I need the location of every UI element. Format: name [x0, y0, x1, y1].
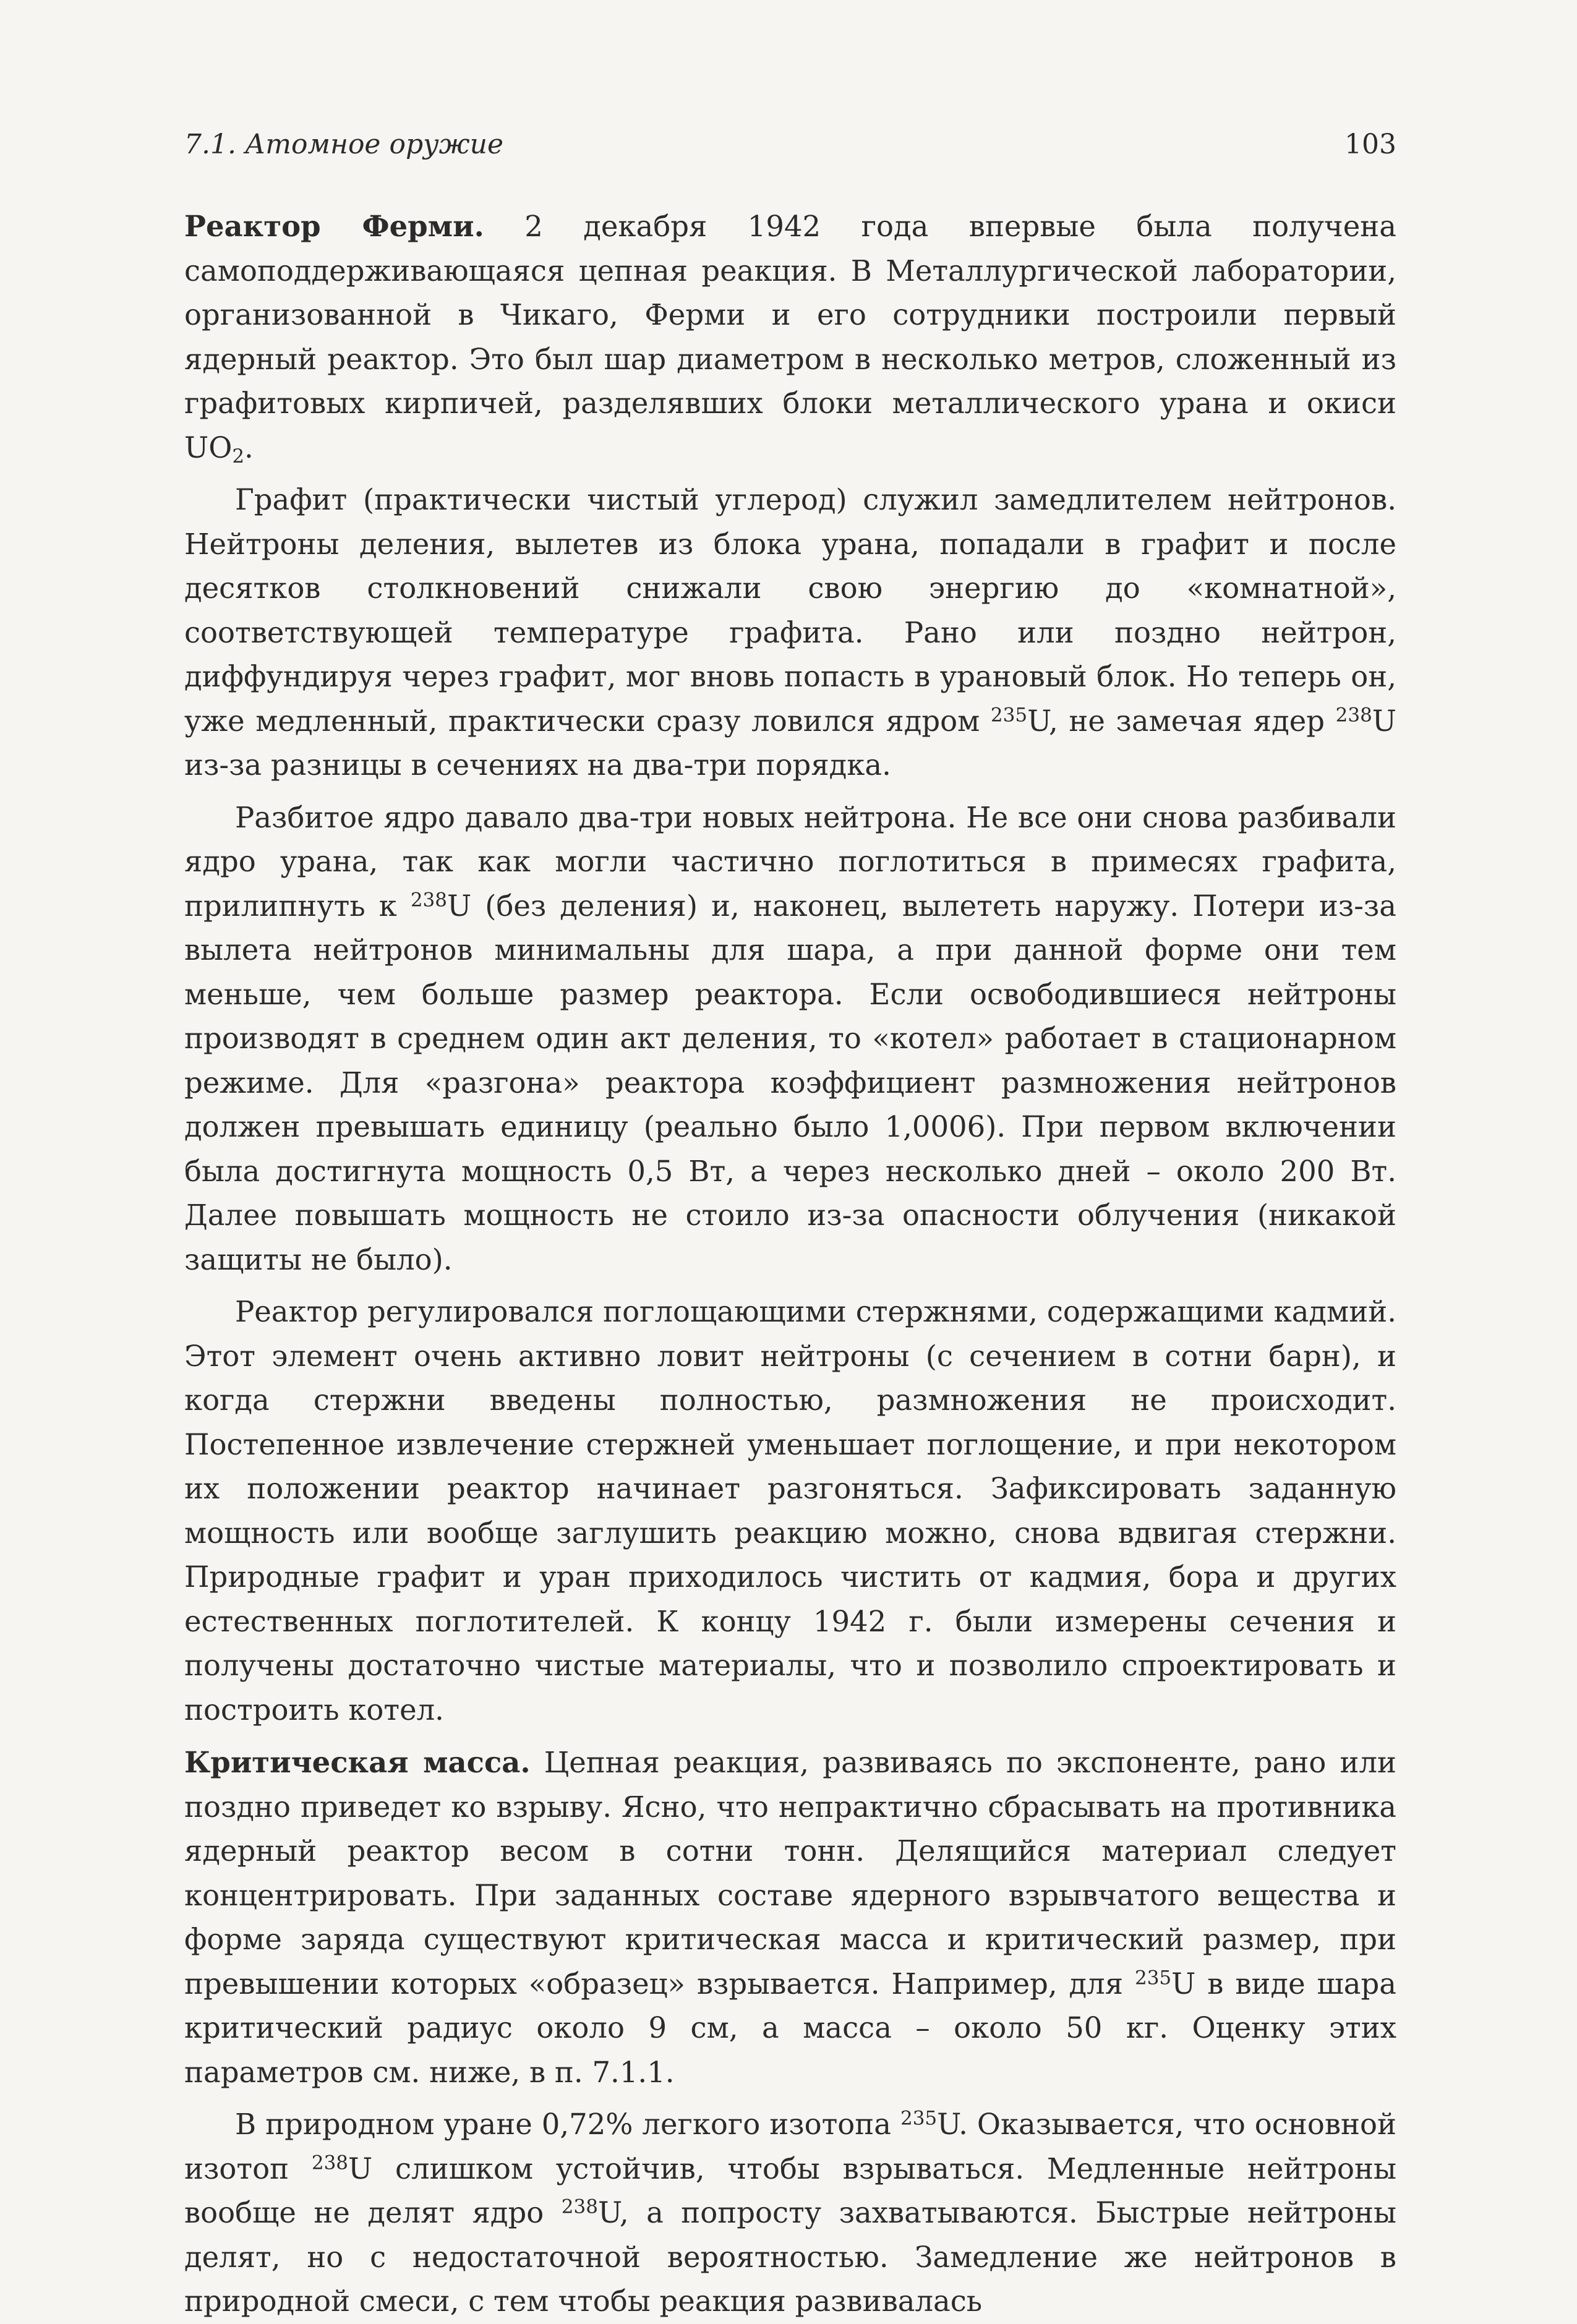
superscript: 235	[1134, 1967, 1172, 1989]
text-span: U в виде шара критический радиус около 9 см, а масса – около 50 кг. Оценку этих параметров см. ниже, в п. 7.1.1.	[184, 1967, 1396, 2089]
paragraph-natural-uranium	[184, 2103, 1396, 2324]
text-span: U (без деления) и, наконец, вылететь наружу. Потери из-за вылета нейтронов минимальны для шара, а при данной форме они тем меньше, чем больше размер реактора. Если освободившиеся нейтроны производят в среднем один акт деления, то «котел» работает в стационарном режиме. Для «разгона» реактора коэффициент размножения нейтронов должен превышать единицу (реально было 1,0006). При первом включении была достигнута мощность 0,5 Вт, а через несколько дней – около 200 Вт. Далее повышать мощность не стоило из-за опасности облучения (никакой защиты не было).	[184, 889, 1396, 1276]
text-span: U, не замечая ядер	[1027, 704, 1336, 738]
subscript: 2	[232, 445, 245, 468]
book-page	[184, 124, 1396, 2318]
paragraph-split-nucleus	[184, 796, 1396, 1283]
text-span: .	[244, 430, 254, 464]
paragraph-graphite	[184, 478, 1396, 788]
text-span: Реактор регулировался поглощающими стержнями, содержащими кадмий. Этот элемент очень активно ловит нейтроны (с сечением в сотни барн), и когда стержни введены полностью, размножения не происходит. Постепенное извлечение стержней уменьшает поглощение, и при некотором их положении реактор начинает разгоняться. Зафиксировать заданную мощность или вообще заглушить реакцию можно, снова вдвигая стержни. Природные графит и уран приходилось чистить от кадмия, бора и других естественных поглотителей. К концу 1942 г. были измерены сечения и получены достаточно чистые материалы, что и позволило спроектировать и построить котел.	[184, 1295, 1396, 1727]
paragraph-critical-mass	[184, 1740, 1396, 2095]
superscript: 235	[990, 704, 1028, 726]
superscript: 238	[311, 2151, 349, 2174]
running-head	[184, 124, 1396, 173]
run-in-heading-fermi-reactor: Реактор Ферми.	[184, 209, 484, 243]
superscript: 238	[1335, 704, 1372, 726]
superscript: 235	[900, 2107, 938, 2130]
run-in-heading-critical-mass: Критическая масса.	[184, 1745, 531, 1779]
text-span: Разбитое ядро давало два-три новых нейтрона. Не все они снова разбивали ядро урана, так как могли частично поглотиться в примесях графита, прилипнуть к	[184, 800, 1396, 923]
text-span: Графит (практически чистый углерод) служил замедлителем нейтронов. Нейтроны деления, вылетев из блока урана, попадали в графит и после десятков столкновений снижали свою энергию до «комнатной», соответствующей температуре графита. Рано или поздно нейтрон, диффундируя через графит, мог вновь попасть в урановый блок. Но теперь он, уже медленный, практически сразу ловился ядром	[184, 483, 1396, 738]
section-title: 7.1. Атомное оружие	[184, 129, 504, 160]
text-span: U. Оказывается, что основной изотоп	[184, 2108, 1396, 2185]
text-span: U слишком устойчив, чтобы взрываться. Медленные нейтроны вообще не делят ядро	[184, 2151, 1396, 2229]
body-text	[184, 204, 1396, 2324]
page-number: 103	[1344, 129, 1396, 160]
superscript: 238	[410, 889, 447, 911]
paragraph-control-rods	[184, 1290, 1396, 1732]
text-span: U, а попросту захватываются. Быстрые нейтроны делят, но с недостаточной вероятностью. Замедление же нейтронов в природной смеси, с тем чтобы реакция развивалась	[184, 2196, 1396, 2318]
paragraph-fermi-reactor	[184, 204, 1396, 470]
superscript: 238	[561, 2195, 598, 2218]
text-span: В природном уране 0,72% легкого изотопа	[235, 2108, 900, 2141]
text-span: 2 декабря 1942 года впервые была получена самоподдерживающаяся цепная реакция. В Металлургической лаборатории, организованной в Чикаго, Ферми и его сотрудники построили первый ядерный реактор. Это был шар диаметром в несколько метров, сложенный из графитовых кирпичей, разделявших блоки металлического урана и окиси UO	[184, 210, 1396, 464]
text-span: U из-за разницы в сечениях на два-три порядка.	[184, 704, 1396, 782]
text-span: Цепная реакция, развиваясь по экспоненте, рано или поздно приведет ко взрыву. Ясно, что непрактично сбрасывать на противника ядерный реактор весом в сотни тонн. Делящийся материал следует концентрировать. При заданных составе ядерного взрывчатого вещества и форме заряда существуют критическая масса и критический размер, при превышении которых «образец» взрывается. Например, для	[184, 1746, 1396, 2001]
